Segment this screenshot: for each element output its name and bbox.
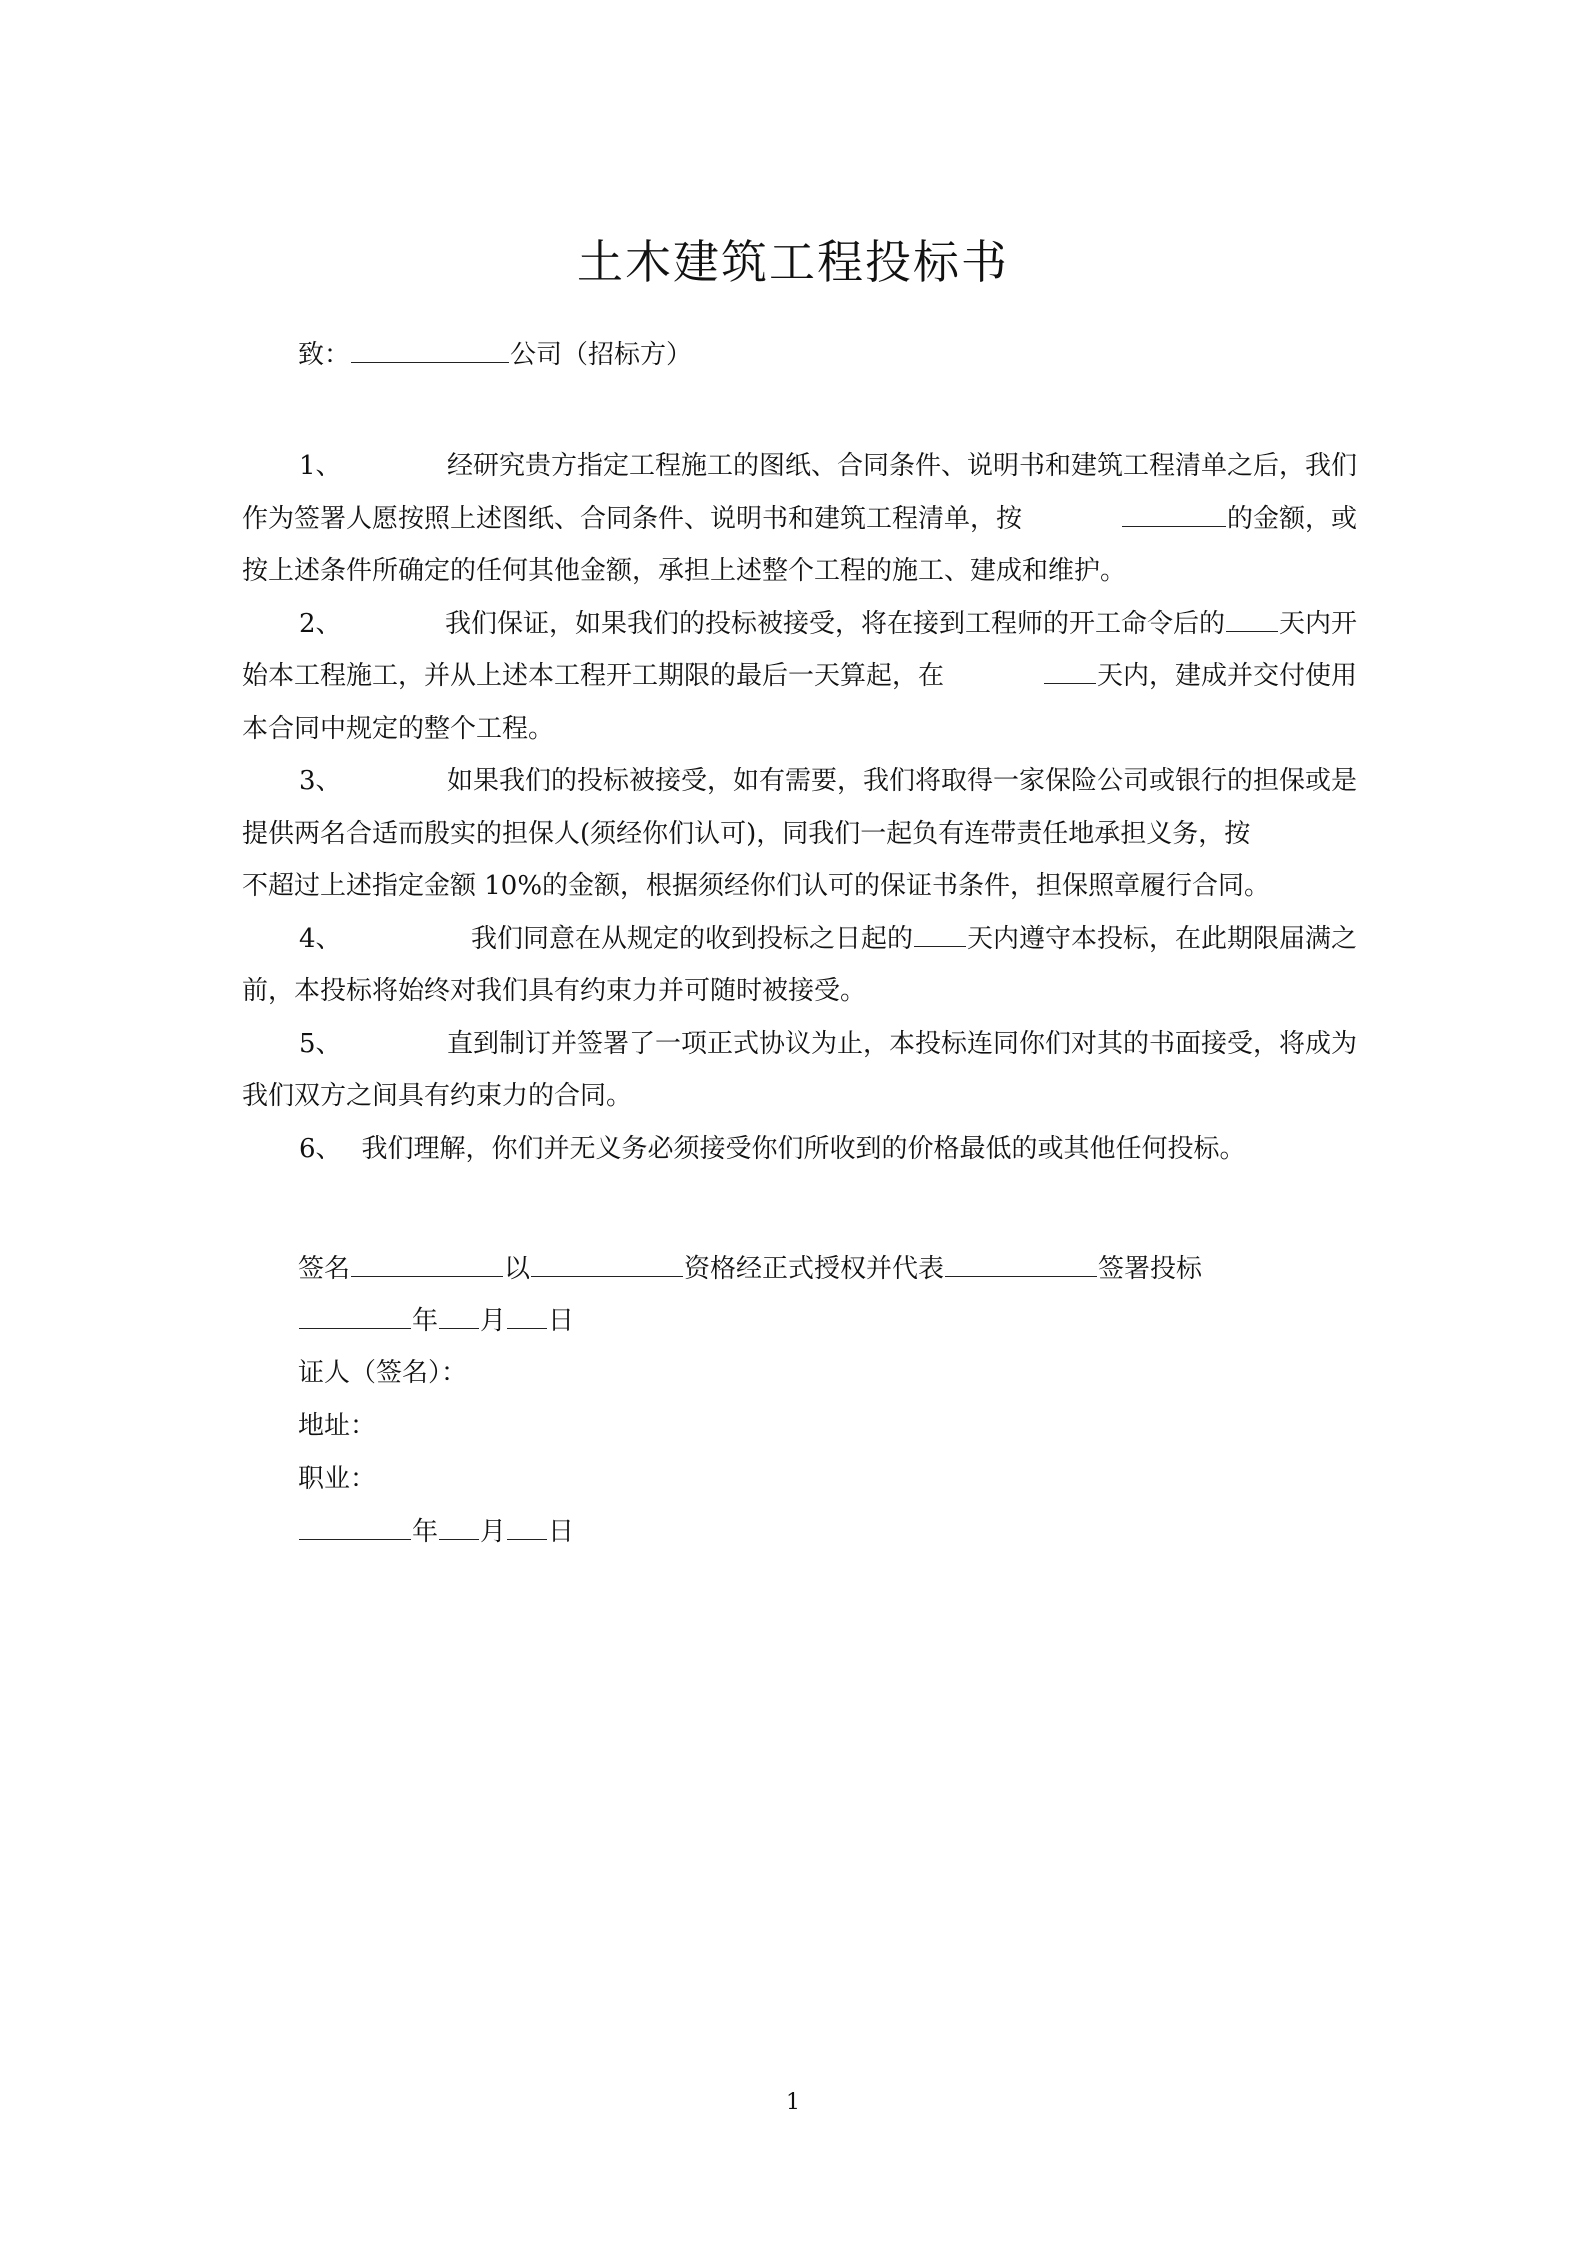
paragraph-number: 5、 xyxy=(299,1028,342,1059)
paragraph-line xyxy=(242,440,1357,493)
paragraph-text: 直到制订并签署了一项正式协议为止，本投标连同你们对其的书面接受，将成为 xyxy=(446,1028,1357,1059)
page-number: 1 xyxy=(786,2090,800,2115)
day-label: 日 xyxy=(548,1306,575,1336)
paragraph-text: 的金额，或 xyxy=(1226,503,1357,534)
paragraph-3 xyxy=(242,755,1357,913)
signature-line xyxy=(298,1248,1298,1285)
recipient-line xyxy=(298,334,692,371)
paragraph-number: 3、 xyxy=(299,766,342,796)
paragraph-line xyxy=(242,650,1357,703)
month-blank xyxy=(439,1515,479,1540)
validity-days-blank xyxy=(914,922,966,947)
paragraph-line xyxy=(242,598,1357,651)
amount-blank xyxy=(1122,502,1226,527)
paragraph-line xyxy=(242,1123,1357,1176)
capacity-label: 资格经正式授权并代表 xyxy=(684,1254,945,1284)
day-blank xyxy=(507,1515,547,1540)
paragraph-text: 天内开 xyxy=(1278,608,1357,639)
day-blank xyxy=(507,1304,547,1329)
paragraph-text: 本合同中规定的整个工程。 xyxy=(242,713,555,744)
sign-label: 签名 xyxy=(298,1254,351,1284)
recipient-company-blank xyxy=(351,338,509,363)
paragraph-line xyxy=(242,1070,1357,1123)
paragraph-text: 我们保证，如果我们的投标被接受，将在接到工程师的开工命令后的 xyxy=(444,608,1225,639)
year-label: 年 xyxy=(412,1517,439,1547)
year-blank xyxy=(299,1515,411,1540)
paragraph-text: 前，本投标将始终对我们具有约束力并可随时被接受。 xyxy=(242,976,867,1006)
paragraph-number: 2、 xyxy=(299,608,342,639)
with-label: 以 xyxy=(504,1254,531,1284)
capacity-blank xyxy=(531,1252,683,1277)
paragraph-text: 不超过上述指定金额 10%的金额，根据须经你们认可的保证书条件，担保照章履行合同。 xyxy=(242,871,1271,901)
completion-days-blank xyxy=(1044,659,1096,684)
paragraph-line xyxy=(242,913,1357,966)
sign-bid-label: 签署投标 xyxy=(1098,1254,1203,1284)
day-label: 日 xyxy=(548,1517,575,1547)
start-days-blank xyxy=(1226,607,1278,632)
paragraph-text-group xyxy=(1043,650,1357,703)
witness-date-line xyxy=(298,1511,1298,1548)
signer-name-blank xyxy=(351,1252,503,1277)
paragraph-text: 我们同意在从规定的收到投标之日起的 xyxy=(470,923,913,954)
paragraph-line xyxy=(242,703,1357,756)
paragraph-5 xyxy=(242,1018,1357,1123)
paragraph-number: 4、 xyxy=(299,923,342,954)
represented-party-blank xyxy=(945,1252,1097,1277)
paragraph-1 xyxy=(242,440,1357,598)
paragraph-text: 如果我们的投标被接受，如有需要，我们将取得一家保险公司或银行的担保或是 xyxy=(446,766,1357,796)
paragraph-6 xyxy=(242,1123,1357,1176)
paragraph-line xyxy=(242,808,1357,861)
paragraph-line xyxy=(242,1018,1357,1071)
paragraph-4 xyxy=(242,913,1357,1018)
paragraph-line xyxy=(242,493,1357,546)
paragraph-text: 经研究贵方指定工程施工的图纸、合同条件、说明书和建筑工程清单之后，我们 xyxy=(446,451,1357,481)
paragraph-text: 天内，建成并交付使用 xyxy=(1096,661,1357,691)
paragraph-text-group xyxy=(471,913,1357,966)
month-label: 月 xyxy=(480,1306,507,1336)
witness-line: 证人（签名）： xyxy=(298,1358,468,1388)
paragraph-text: 作为签署人愿按照上述图纸、合同条件、说明书和建筑工程清单，按 xyxy=(242,503,1023,534)
month-label: 月 xyxy=(480,1517,507,1547)
paragraph-text: 始本工程施工，并从上述本工程开工期限的最后一天算起，在 xyxy=(242,661,945,691)
paragraph-text: 天内遵守本投标，在此期限届满之 xyxy=(966,923,1357,954)
document-body xyxy=(242,440,1357,1175)
paragraph-line xyxy=(242,755,1357,808)
paragraph-2 xyxy=(242,598,1357,756)
paragraph-line xyxy=(242,965,1357,1018)
paragraph-line xyxy=(242,545,1357,598)
recipient-prefix: 致： xyxy=(298,340,351,370)
year-label: 年 xyxy=(412,1306,439,1336)
recipient-suffix: 公司（招标方） xyxy=(510,340,693,370)
paragraph-text: 我们双方之间具有约束力的合同。 xyxy=(242,1081,633,1111)
occupation-line: 职业： xyxy=(298,1464,377,1494)
amount-blank-group xyxy=(1121,493,1357,546)
year-blank xyxy=(299,1304,411,1329)
paragraph-line xyxy=(242,860,1357,913)
document-title: 土木建筑工程投标书 xyxy=(577,235,1009,289)
paragraph-text: 我们理解，你们并无义务必须接受你们所收到的价格最低的或其他任何投标。 xyxy=(361,1133,1246,1164)
address-line: 地址： xyxy=(298,1411,377,1441)
paragraph-text-group xyxy=(445,598,1357,651)
paragraph-number: 6、 xyxy=(299,1133,342,1164)
signature-date-line xyxy=(298,1300,1298,1337)
paragraph-text: 按上述条件所确定的任何其他金额，承担上述整个工程的施工、建成和维护。 xyxy=(242,556,1127,586)
month-blank xyxy=(439,1304,479,1329)
paragraph-text: 提供两名合适而殷实的担保人(须经你们认可)，同我们一起负有连带责任地承担义务，按 xyxy=(242,818,1251,849)
paragraph-number: 1、 xyxy=(299,451,342,481)
